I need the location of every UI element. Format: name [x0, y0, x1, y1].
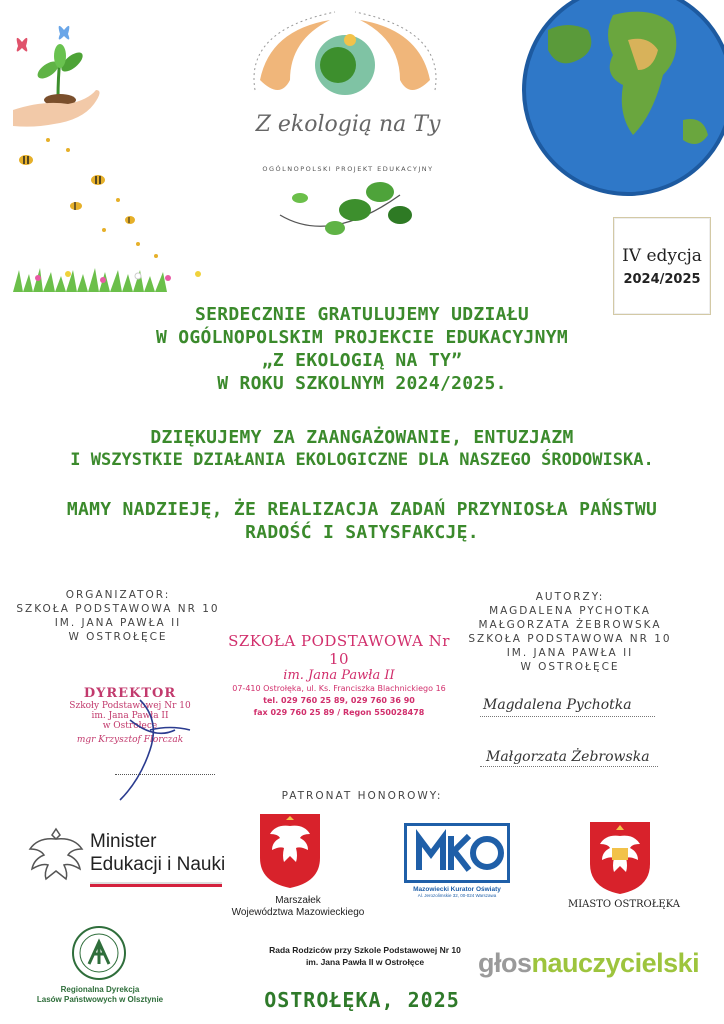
director-stamp-line: im. Jana Pawła II — [91, 711, 169, 721]
ministry-line: Minister — [90, 831, 157, 852]
patronage-heading: PATRONAT HONOROWY: — [281, 790, 443, 802]
sun-icon — [344, 34, 356, 46]
organizer-line: IM. JANA PAWŁA II — [54, 617, 182, 629]
organizer-line: W OSTROŁĘCE — [68, 631, 168, 643]
logo-script-title: Z ekologią na Ty — [255, 112, 441, 137]
bee-icon — [125, 216, 135, 224]
congratulations-message — [0, 303, 724, 395]
bee-icon — [91, 175, 105, 185]
bee-icon — [19, 155, 33, 165]
signature-dotted-line — [480, 716, 655, 717]
director-stamp-line: w Ostrołęce — [102, 721, 158, 731]
mko-logo — [404, 823, 510, 883]
logo-subtitle: OGÓLNOPOLSKI PROJEKT EDUKACYJNY — [262, 165, 434, 173]
edition-box — [613, 217, 711, 315]
author-line: W OSTROŁĘCE — [520, 661, 620, 673]
school-stamp-fax: fax 029 760 25 89 / Regon 550028478 — [253, 708, 425, 717]
polish-eagle-icon — [26, 823, 86, 885]
signature-author-2: Małgorzata Żebrowska — [486, 749, 650, 765]
signature-dotted-line — [115, 774, 215, 775]
author-line: IM. JANA PAWŁA II — [506, 647, 634, 659]
message-line: W OGÓLNOPOLSKIM PROJEKCIE EDUKACYJNYM — [155, 327, 569, 348]
author-line: MAŁGORZATA ŻEBROWSKA — [478, 619, 662, 631]
hand-plant-illustration — [8, 20, 228, 300]
school-stamp — [224, 632, 454, 719]
glos-part-2: nauczycielski — [531, 948, 700, 978]
glos-part-1: głos — [478, 948, 532, 978]
school-stamp-subtitle: im. Jana Pawła II — [283, 668, 395, 683]
grass-flowers-illustration — [13, 268, 201, 292]
message-line: SERDECZNIE GRATULUJEMY UDZIAŁU — [194, 304, 530, 325]
ministry-name — [90, 830, 225, 876]
ministry-line: Edukacji i Nauki — [90, 854, 226, 875]
authors-block — [460, 590, 680, 674]
message-line: „Z EKOLOGIĄ NA TY” — [261, 350, 463, 371]
author-line: SZKOŁA PODSTAWOWA NR 10 — [468, 633, 672, 645]
ministry-flag-bar — [90, 882, 222, 887]
school-stamp-address: 07-410 Ostrołęka, ul. Ks. Franciszka Blachnickiego 16 — [232, 684, 446, 693]
mko-address: Al. Jerozolimskie 32, 00-024 Warszawa — [417, 893, 497, 898]
project-logo — [240, 10, 450, 270]
director-stamp-line: Szkoły Podstawowej Nr 10 — [69, 701, 191, 711]
marszalek-line: Województwa Mazowieckiego — [231, 907, 365, 918]
organizer-line: SZKOŁA PODSTAWOWA NR 10 — [16, 603, 220, 615]
footer-place-date: OSTROŁĘKA, 2025 — [264, 988, 460, 1012]
school-stamp-title: SZKOŁA PODSTAWOWA Nr 10 — [228, 632, 450, 668]
mko-caption — [404, 886, 510, 898]
mko-name: Mazowiecki Kurator Oświaty — [413, 886, 501, 893]
signature-author-1: Magdalena Pychotka — [483, 697, 632, 713]
mko-logo-icon — [407, 826, 507, 880]
author-line: MAGDALENA PYCHOTKA — [489, 605, 651, 617]
mazovia-coat-of-arms-icon — [258, 812, 322, 890]
lasy-line: Regionalna Dyrekcja — [60, 985, 140, 994]
marszalek-line: Marszałek — [275, 895, 321, 906]
message-line: MAMY NADZIEJĘ, ŻE REALIZACJA ZADAŃ PRZYNIOSŁA PAŃSTWU — [66, 499, 658, 520]
message-line: RADOŚĆ I SATYSFAKCJĘ. — [245, 522, 479, 543]
parents-council-line: Rada Rodziców przy Szkole Podstawowej Nr 10 — [269, 945, 461, 955]
leaf-branch-icon — [280, 182, 412, 235]
director-stamp-name: mgr Krzysztof Florczak — [76, 735, 184, 745]
butterfly-icon — [17, 38, 28, 52]
city-name: MIASTO OSTROŁĘKA — [567, 899, 681, 910]
butterfly-icon — [59, 26, 70, 40]
marszalek-name — [218, 895, 378, 919]
signature-dotted-line — [480, 766, 658, 767]
glos-nauczycielski-logo — [478, 948, 699, 979]
parents-council — [240, 944, 490, 968]
sprout-icon — [35, 44, 86, 106]
authors-heading: AUTORZY: — [535, 591, 605, 603]
edition-label: IV edycja — [622, 245, 702, 266]
organizer-heading: ORGANIZATOR: — [65, 589, 171, 601]
message-line: W ROKU SZKOLNYM 2024/2025. — [217, 373, 507, 394]
ostroleka-coat-of-arms-icon — [588, 820, 652, 896]
director-stamp-title: DYREKTOR — [83, 686, 177, 701]
message-line: I WSZYSTKIE DZIAŁANIA EKOLOGICZNE DLA NASZEGO ŚRODOWISKA. — [70, 450, 654, 470]
school-stamp-phone: tel. 029 760 25 89, 029 760 36 90 — [263, 696, 415, 705]
organizer-block — [8, 588, 228, 644]
lasy-line: Lasów Państwowych w Olsztynie — [36, 995, 164, 1004]
bee-icon — [70, 202, 82, 210]
lasy-panstwowe-logo-icon — [70, 924, 128, 982]
globe-icon — [518, 0, 724, 196]
parents-council-line: im. Jana Pawła II w Ostrołęce — [305, 957, 425, 967]
edition-year: 2024/2025 — [623, 271, 701, 287]
hope-message — [0, 498, 724, 544]
message-line: DZIĘKUJEMY ZA ZAANGAŻOWANIE, ENTUZJAZM — [150, 427, 574, 448]
thanks-message — [0, 426, 724, 472]
